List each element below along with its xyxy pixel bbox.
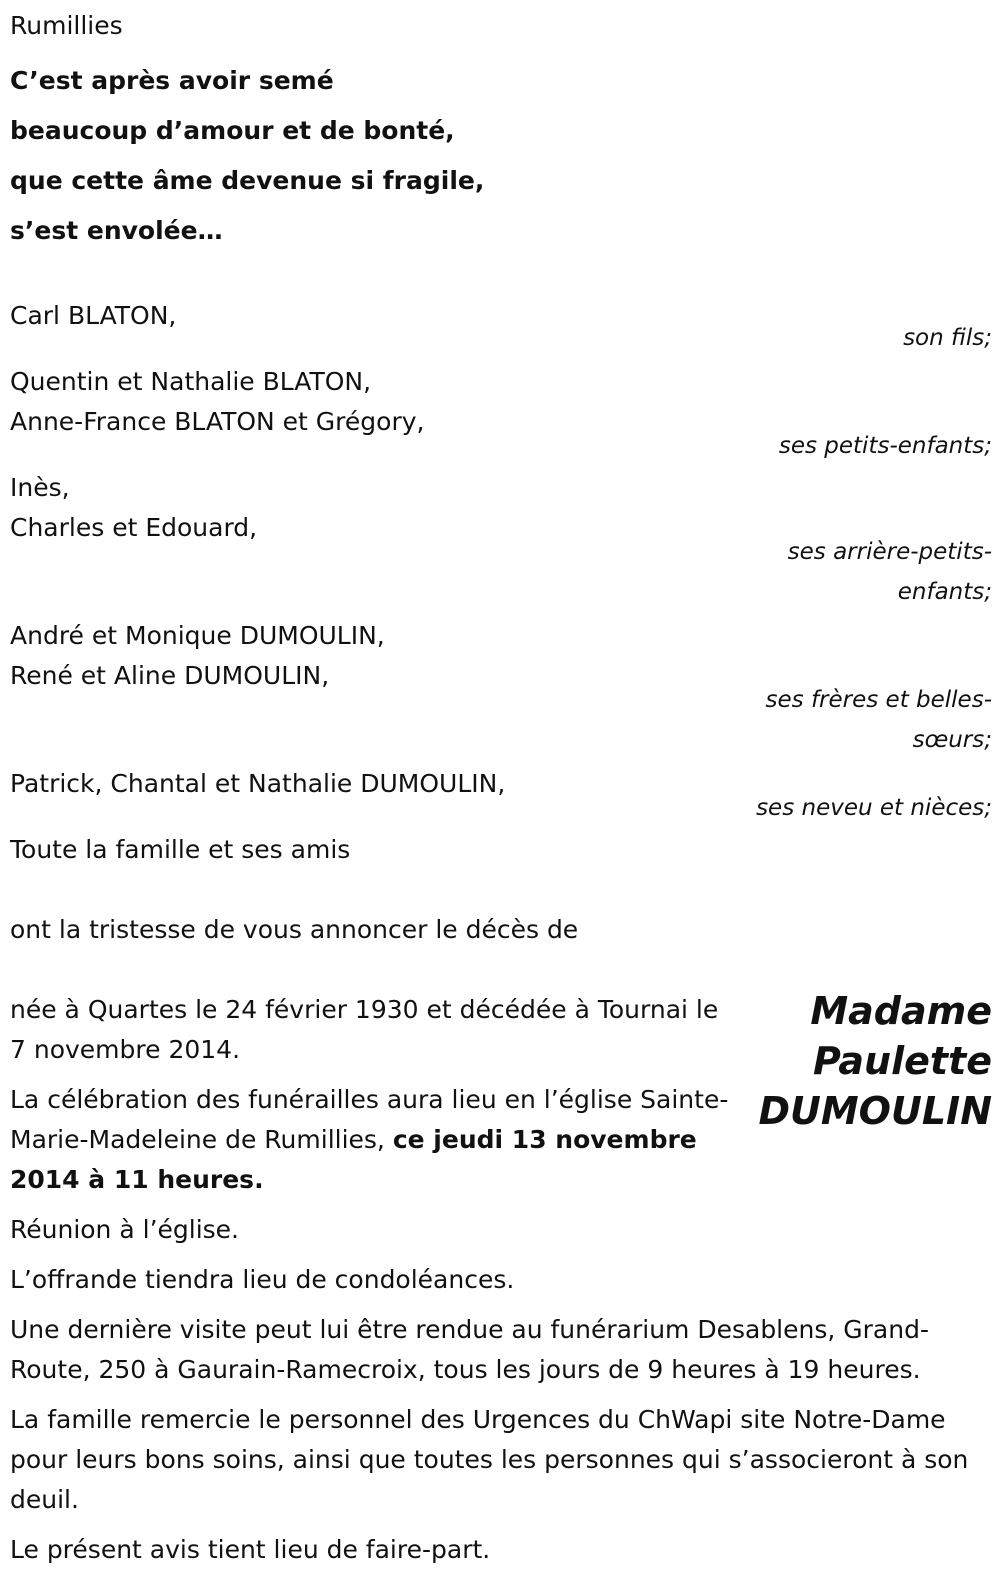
- offering-info: L’offrande tiendra lieu de condoléances.: [10, 1265, 515, 1294]
- poem: [10, 56, 992, 256]
- family-group-great-grandchildren: [10, 468, 992, 612]
- family-names: Carl BLATON,: [10, 301, 177, 330]
- family-group-son: [10, 296, 992, 358]
- deceased-title: Madame: [810, 989, 992, 1033]
- birth-death-dates: née à Quartes le 24 février 1930 et décédée à Tournai le 7 novembre 2014.: [10, 995, 719, 1064]
- notice-info: Le présent avis tient lieu de faire-part.: [10, 1535, 491, 1564]
- family-role: ses frères et belles-sœurs;: [765, 687, 992, 753]
- family-names: René et Aline DUMOULIN,: [10, 661, 330, 690]
- poem-line: C’est après avoir semé: [10, 66, 334, 95]
- family-names: Quentin et Nathalie BLATON,: [10, 367, 372, 396]
- family-names: Charles et Edouard,: [10, 513, 258, 542]
- poem-line: que cette âme devenue si fragile,: [10, 166, 485, 195]
- funeral-text: La célébration des funérailles aura lieu en l’église Sainte-Marie-Madeleine de Rumillies,: [10, 1085, 729, 1154]
- visit-info: Une dernière visite peut lui être rendue au funérarium Desablens, Grand-Route, 250 à Gaurain-Ramecroix, tous les jours de 9 heures à 19 heures.: [10, 1315, 929, 1384]
- family-role: son fils;: [903, 325, 992, 351]
- meeting-info: Réunion à l’église.: [10, 1215, 240, 1244]
- family-role: ses petits-enfants;: [778, 433, 992, 459]
- town-name: Rumillies: [10, 11, 123, 40]
- poem-line: beaucoup d’amour et de bonté,: [10, 116, 455, 145]
- deceased-lastname: DUMOULIN: [758, 1089, 992, 1133]
- thanks-info: La famille remercie le personnel des Urgences du ChWapi site Notre-Dame pour leurs bons soins, ainsi que toutes les personnes qui s’associeront à son deuil.: [10, 1405, 969, 1514]
- obituary-notice: [10, 6, 992, 1570]
- announcement: ont la tristesse de vous annoncer le décès de: [10, 915, 579, 944]
- family-role: ses arrière-petits-enfants;: [787, 539, 992, 605]
- family-all: Toute la famille et ses amis: [10, 835, 351, 864]
- family-names: André et Monique DUMOULIN,: [10, 621, 385, 650]
- family-group-nephews: [10, 764, 992, 828]
- deceased-section: [10, 990, 992, 1200]
- deceased-firstname: Paulette: [812, 1039, 992, 1083]
- family-group-siblings: [10, 616, 992, 760]
- family-group-grandchildren: [10, 362, 992, 466]
- poem-line: s’est envolée…: [10, 216, 223, 245]
- family-role: ses neveu et nièces;: [756, 795, 992, 821]
- funeral-date: ce jeudi 13 novembre 2014 à 11 heures.: [10, 1125, 697, 1194]
- family-names: Patrick, Chantal et Nathalie DUMOULIN,: [10, 769, 506, 798]
- funeral-info: [10, 1080, 740, 1200]
- family-names: Inès,: [10, 473, 70, 502]
- family-names: Anne-France BLATON et Grégory,: [10, 407, 425, 436]
- deceased-name: [752, 986, 992, 1136]
